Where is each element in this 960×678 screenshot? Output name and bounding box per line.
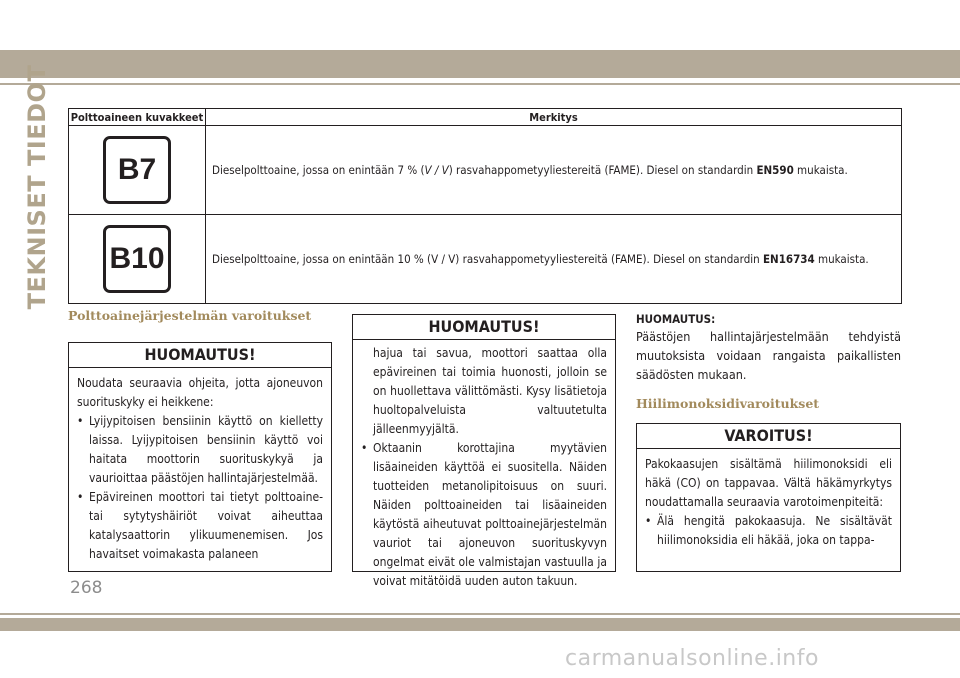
warning-title: VAROITUS! <box>637 424 900 449</box>
desc-text: Dieselpolttoaine, jossa on enintään 10 % (V / V) rasvahappometyyliestereitä (FAME). Diesel on standardin <box>212 251 763 266</box>
column-left <box>68 308 333 323</box>
top-rule <box>0 83 960 85</box>
co-warnings-heading: Hiilimonoksidivaroitukset <box>636 396 820 411</box>
notice-body <box>69 368 331 564</box>
table-row <box>69 126 902 215</box>
unit-text: V / V <box>424 162 449 177</box>
fuel-system-warnings-heading: Polttoainejärjestelmän varoitukset <box>68 308 312 323</box>
warning-intro: Pakokaasujen sisältämä hiilimonoksidi eli häkä (CO) on tappavaa. Vältä häkämyrkytys noudattamalla seuraavia varotoimenpiteitä: <box>645 457 892 509</box>
list-item: • Lyijypitoisen bensiinin käyttö on kielletty laissa. Lyijypitoisen bensiinin käyttö voi haitata moottorin suorituskykyä ja vaurioittaa päästöjen hallintajärjestelmää. <box>77 412 323 488</box>
list-item: • Älä hengitä pakokaasuja. Ne sisältävät hiilimonoksidia eli häkää, joka on tappa- <box>645 512 892 550</box>
notice-body <box>353 340 615 591</box>
standard-code: EN16734 <box>762 251 815 266</box>
desc-text: mukaista. <box>814 251 869 266</box>
header-icons: Polttoaineen kuvakkeet <box>69 109 206 126</box>
page-number: 268 <box>70 578 103 598</box>
header-meaning: Merkitys <box>206 109 902 126</box>
note-text: Päästöjen hallintajärjestelmään tehdyistä muutoksista voidaan rangaista paikallisten säädösten mukaan. <box>636 329 901 382</box>
watermark-text: carmanualsonline.info <box>565 646 819 671</box>
section-side-title <box>22 64 52 310</box>
notice-intro: Noudata seuraavia ohjeita, jotta ajoneuvon suorituskyky ei heikkene: <box>77 376 323 409</box>
table-header-row <box>69 109 902 126</box>
top-band <box>0 50 960 78</box>
icon-cell <box>69 215 206 304</box>
table-row <box>69 215 902 304</box>
desc-text: Dieselpolttoaine, jossa on enintään 7 % ( <box>212 162 425 177</box>
column-right <box>636 311 901 411</box>
description-cell <box>206 126 902 215</box>
b10-fuel-icon: B10 <box>103 225 171 293</box>
warning-body <box>637 449 900 550</box>
desc-text: ) rasvahappometyyliestereitä (FAME). Diesel on standardin <box>448 162 757 177</box>
bottom-rule <box>0 613 960 615</box>
bottom-band <box>0 618 960 631</box>
icon-cell <box>69 126 206 215</box>
b7-fuel-icon: B7 <box>103 136 171 204</box>
warning-list <box>645 512 892 550</box>
warning-box-right <box>636 423 901 572</box>
notice-title: HUOMAUTUS! <box>353 315 615 340</box>
notice-box-middle <box>352 314 616 588</box>
notice-continuation: hajua tai savua, moottori saattaa olla epävireinen tai toimia huonosti, jolloin se on huollettava välittömästi. Kysy lisätietoja huoltopalveluista valtuutetulta jälleenmyyjältä. <box>373 346 607 436</box>
section-title-text: TEKNISET TIEDOT <box>23 64 51 310</box>
list-item: • Oktaanin korottajina myytävien lisäaineiden käyttöä ei suositella. Näiden tuotteiden metanolipitoisuus on suuri. Näiden polttoaineiden tai lisäaineiden käytöstä aiheutuvat polttoainejärjestelmän vauriot tai ajoneuvon suorituskyvyn ongelmat eivät ole valmistajan vastuulla ja voivat mitätöidä uuden auton takuun. <box>361 439 607 591</box>
standard-code: EN590 <box>756 162 794 177</box>
notice-list <box>77 412 323 564</box>
notice-box-left <box>68 342 332 572</box>
note-heading: HUOMAUTUS: <box>636 312 716 326</box>
fuel-symbol-table <box>68 108 902 304</box>
notice-title: HUOMAUTUS! <box>69 343 331 368</box>
description-cell <box>206 215 902 304</box>
desc-text: mukaista. <box>793 162 848 177</box>
list-item: • Epävireinen moottori tai tietyt polttoaine- tai sytytyshäiriöt voivat aiheuttaa katalysaattorin ylikuumenemisen. Jos havaitset voimakasta palaneen <box>77 488 323 564</box>
notice-list <box>361 439 607 591</box>
